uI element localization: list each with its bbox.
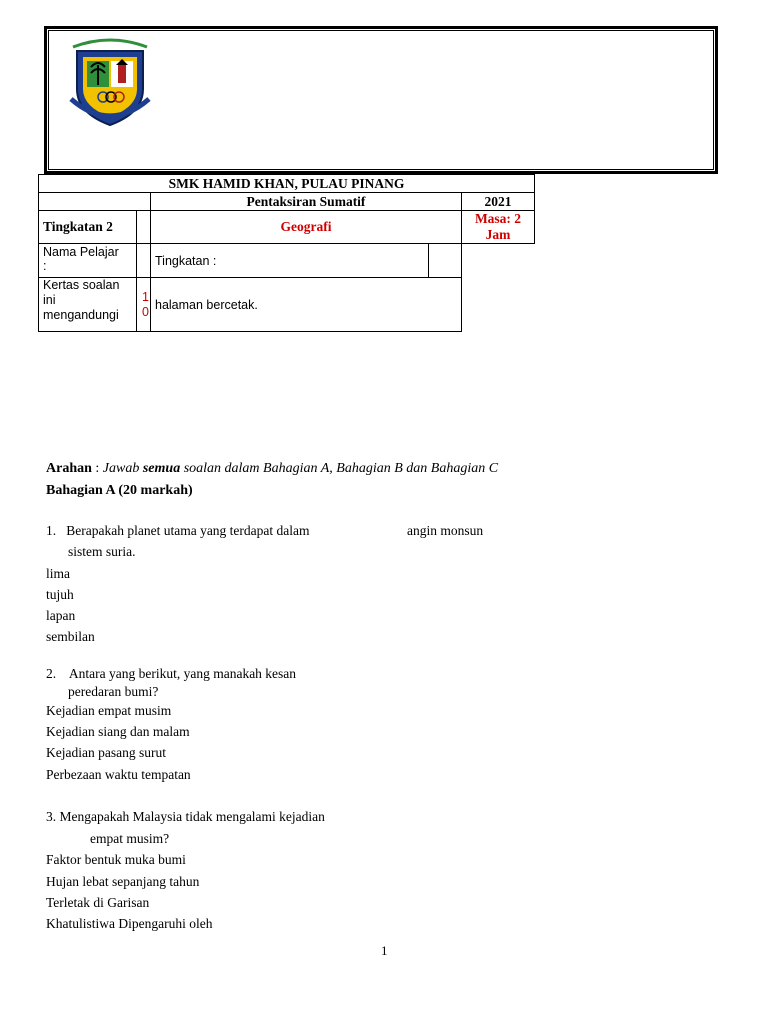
- question-1-option-c[interactable]: lapan: [46, 608, 76, 623]
- school-row: [39, 175, 535, 193]
- question-3-option-d[interactable]: Khatulistiwa Dipengaruhi oleh: [46, 916, 213, 931]
- assessment-row: [39, 193, 535, 211]
- question-1-side-text: angin monsun: [407, 523, 484, 538]
- question-3-text: 3. Mengapakah Malaysia tidak mengalami kejadian: [46, 809, 325, 824]
- pages-row: [39, 278, 535, 332]
- question-3-text-cont: empat musim?: [90, 831, 170, 846]
- class-field[interactable]: [429, 244, 462, 278]
- question-2-option-b[interactable]: Kejadian siang dan malam: [46, 724, 190, 739]
- instructions: Arahan : Jawab semua soalan dalam Bahagian A, Bahagian B dan Bahagian C: [46, 461, 499, 476]
- page-number: 1: [381, 943, 388, 958]
- student-name-field[interactable]: [137, 244, 151, 278]
- question-3-option-c[interactable]: Terletak di Garisan: [46, 895, 150, 910]
- section-title: Bahagian A (20 markah): [46, 483, 193, 498]
- question-2-option-a[interactable]: Kejadian empat musim: [46, 703, 172, 718]
- question-2-text: 2. Antara yang berikut, yang manakah kesan: [46, 666, 297, 681]
- student-name-label: Nama Pelajar :: [39, 244, 137, 278]
- subject-name: Geografi: [151, 211, 462, 244]
- question-3-option-a[interactable]: Faktor bentuk muka bumi: [46, 852, 186, 867]
- question-1-text-cont: sistem suria.: [68, 544, 136, 559]
- header-box: [44, 26, 718, 174]
- student-row: [39, 244, 535, 278]
- pages-count: 1 0: [137, 278, 151, 332]
- school-name: SMK HAMID KHAN, PULAU PINANG: [39, 175, 535, 193]
- subject-row: [39, 211, 535, 244]
- pages-suffix: halaman bercetak.: [151, 278, 462, 332]
- question-1-option-b[interactable]: tujuh: [46, 587, 74, 602]
- pages-label: Kertas soalan ini mengandungi: [39, 278, 137, 332]
- school-crest-logo: [69, 37, 151, 129]
- exam-year: 2021: [462, 193, 535, 211]
- question-1-text: 1. Berapakah planet utama yang terdapat dalam: [46, 523, 310, 538]
- assessment-name: Pentaksiran Sumatif: [151, 193, 462, 211]
- exam-duration: Masa: 2 Jam: [462, 211, 535, 244]
- question-1-option-d[interactable]: sembilan: [46, 629, 95, 644]
- exam-info-table: [38, 174, 535, 332]
- question-1-option-a[interactable]: lima: [46, 566, 70, 581]
- question-2-option-d[interactable]: Perbezaan waktu tempatan: [46, 767, 191, 782]
- question-2-text-cont: peredaran bumi?: [68, 684, 159, 699]
- question-3-option-b[interactable]: Hujan lebat sepanjang tahun: [46, 874, 200, 889]
- form-level: Tingkatan 2: [39, 211, 137, 244]
- question-2-option-c[interactable]: Kejadian pasang surut: [46, 745, 166, 760]
- class-label: Tingkatan :: [151, 244, 429, 278]
